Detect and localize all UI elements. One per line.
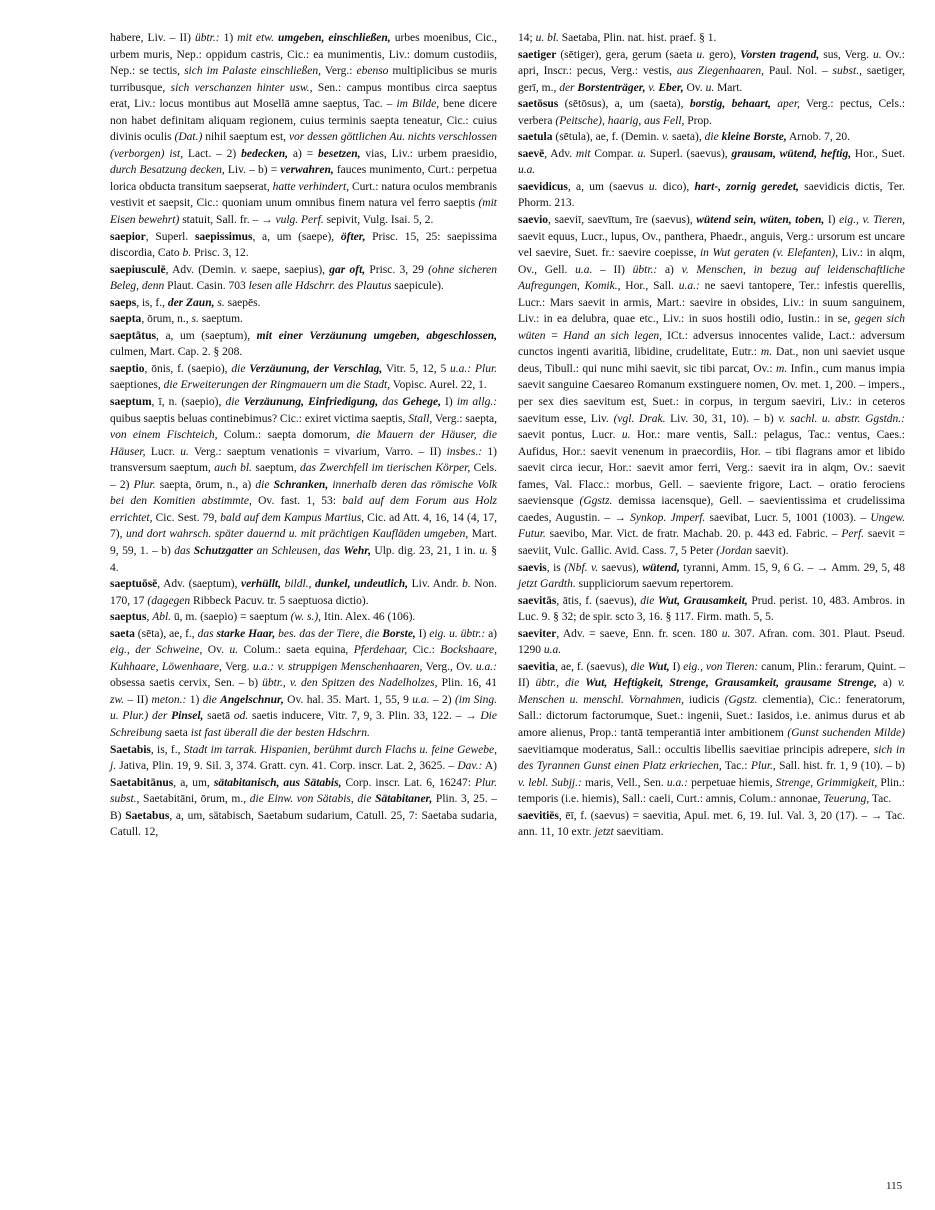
dictionary-entry: saeptātus, a, um (saeptum), mit einer Verzäunung umgeben, abgeschlossen, culmen, Mart. Cap. 2. § 208. <box>110 329 497 359</box>
dictionary-entry: saetōsus (sētōsus), a, um (saeta), borstig, behaart, aper, Verg.: pectus, Cels.: verbera (Peitsche), haarig, aus Fell, Prop. <box>518 98 906 127</box>
dictionary-entry: saeviter, Adv. = saeve, Enn. fr. scen. 180 u. 307. Afran. com. 301. Plaut. Pseud. 1290 u.a. <box>518 627 905 657</box>
dictionary-entry: Saetabis, is, f., Stadt im tarrak. Hispanien, berühmt durch Flachs u. feine Gewebe, j. Jativa, Plin. 19, 9. Sil. 3, 374. Gratt. cyn. 41. Corp. inscr. Lat. 2, 3625. – Dav.: A) Saetabitānus, a, um, sätabitanisch, aus Sätabis, Corp. inscr. Lat. 6, 16247: Plur. subst., Saetabitāni, ōrum, m., die Einw. von Sätabis, die Sätabitaner, Plin. 3, 25. – B) Saetabus, a, um, sätabisch, Saetabum sudarium, Catull. 25, 7: Saetaba sudaria, Catull. 12, <box>110 743 498 839</box>
left-column <box>110 30 497 841</box>
dictionary-entry: saeta (sēta), ae, f., das starke Haar, bes. das der Tiere, die Borste, I) eig. u. übtr.: a) eig., der Schweine, Ov. u. Colum.: saeta equina, Pferdehaar, Cic.: Bockshaare, Kuhhaare, Löwenhaare, Verg. u.a.: v. struppigen Menschenhaaren, Verg., Ov. u.a.: obsessa saetis cervix, Sen. – b) übtr., v. den Spitzen des Nadelholzes, Plin. 16, 41 zw. – II) meton.: 1) die Angelschnur, Ov. hal. 35. Mart. 1, 55, 9 u.a. – 2) (im Sing. u. Plur.) der Pinsel, saetā od. saetis inducere, Vitr. 7, 9, 3. Plin. 33, 122. – → Die Schreibung saeta ist fast überall die der besten Hdschrn. <box>110 627 498 739</box>
dictionary-entry: saepiusculē, Adv. (Demin. v. saepe, saepius), gar oft, Prisc. 3, 29 (ohne sicheren Beleg, denn Plaut. Casin. 703 lesen alle Hdschrr. des Plautus saepicule). <box>110 263 498 293</box>
dictionary-entry: saetiger (sētiger), gera, gerum (saeta u. gero), Vorsten tragend, sus, Verg. u. Ov.: apri, Inscr.: pecus, Verg.: vestis, aus Ziegenhaaren, Paul. Nol. – subst., saetiger, gerī, m., der Borstenträger, v. Eber, Ov. u. Mart. <box>518 48 905 94</box>
dictionary-entry: saeptus, Abl. ū, m. (saepio) = saeptum (w. s.), Itin. Alex. 46 (106). <box>110 611 416 624</box>
dictionary-entry: saevitia, ae, f. (saevus), die Wut, I) eig., von Tieren: canum, Plin.: ferarum, Quint. – II) übtr., die Wut, Heftigkeit, Strenge, Grausamkeit, grausame Strenge, a) v. Menschen u. menschl. Vornahmen, iudicis (Ggstz. clementia), Cic.: feneratorum, Sall.: dictorum factorumque, Suet.: ingenii, Suet.: Iasidos, i.e. animus durus et ab amore alienus, Prop.: tantā temperantiā inter ambitionem (Gunst suchenden Milde) saevitiamque moderatus, Sall.: occultis libellis saevitiae principis adrepere, sich in des Tyrannen Gunst einen Platz erkriechen, Tac.: Plur., Sall. hist. fr. 1, 9 (10). – b) v. lebl. Subjj.: maris, Vell., Sen. u.a.: perpetuae hiemis, Strenge, Grimmigkeit, Plin.: temporis (i.e. hiemis), Sall.: caeli, Curt.: amnis, Colum.: annonae, Teuerung, Tac. <box>518 660 906 806</box>
dictionary-entry: saevitās, ātis, f. (saevus), die Wut, Grausamkeit, Prud. perist. 10, 483. Ambros. in Luc. 9. § 32; de spir. scto 3, 16. § 117. Firm. math. 5, 5. <box>518 594 906 624</box>
right-column <box>518 30 905 841</box>
dictionary-entry: saevē, Adv. mit Compar. u. Superl. (saevus), grausam, wütend, heftig, Hor., Suet. u.a. <box>518 147 905 177</box>
dictionary-entry: saeptum, ī, n. (saepio), die Verzäunung, Einfriedigung, das Gehege, I) im allg.: quibus saeptis beluas continebimus? Cic.: exiret victima saeptis, Stall, Verg.: saepta, von einem Fischteich, Colum.: saepta domorum, die Mauern der Häuser, die Häuser, Lucr. u. Verg.: saeptum venationis = vivarium, Varro. – II) insbes.: 1) transversum saeptum, auch bl. saeptum, das Zwerchfell im tierischen Körper, Cels. – 2) Plur. saepta, ōrum, n., a) die Schranken, innerhalb deren das römische Volk bei den Komitien abstimmte, Ov. fast. 1, 53: bald auf dem Forum aus Holz errichtet, Cic. Sest. 79, bald auf dem Kampus Martius, Cic. ad Att. 4, 16, 14 (4, 17, 7), und dort wahrsch. später dauernd u. mit prächtigen Kaufläden umgeben, Mart. 9, 59, 1. – b) das Schutzgatter an Schleusen, das Wehr, Ulp. dig. 23, 21, 1 in. u. § 4. <box>110 396 498 574</box>
dictionary-entry: saeptuōsē, Adv. (saeptum), verhüllt, bildl., dunkel, undeutlich, Liv. Andr. b. Non. 170, 17 (dagegen Ribbeck Pacuv. tr. 5 saeptuosa dictio). <box>110 578 497 607</box>
dictionary-entry: saeps, is, f., der Zaun, s. saepēs. <box>110 296 261 309</box>
dictionary-entry: saevidicus, a, um (saevus u. dico), hart-, zornig geredet, saevidicis dictis, Ter. Phorm. 213. <box>518 180 905 210</box>
dictionary-entry: saevitiēs, ēī, f. (saevus) = saevitia, Apul. met. 6, 19. Iul. Val. 3, 20 (17). – → Tac. ann. 11, 10 extr. jetzt saevitiam. <box>518 809 905 839</box>
dictionary-entry: saevis, is (Nbf. v. saevus), wütend, tyranni, Amm. 15, 9, 6 G. – → Amm. 29, 5, 48 jetzt Gardth. suppliciorum saevum repertorem. <box>518 561 906 591</box>
dictionary-entry: saevio, saeviī, saevītum, īre (saevus), wütend sein, wüten, toben, I) eig., v. Tieren, saevit equus, Lucr., lupus, Ov., panthera, Phaedr., anguis, Verg.: ursorum est uncare vel saevire, Suet. fr.: saevire coepisse, in Wut geraten (v. Elefanten), Liv.: in alqm, Ov., Gell. u.a. – II) übtr.: a) v. Menschen, in bezug auf leidenschaftliche Aufregungen, Komik., Hor., Sall. u.a.: ne saevi tantopere, Ter.: infestis querellis, Lucr.: Mars saevit in armis, Mart.: saevire in obsides, Liv.: in suum sanguinem, Liv.: in ea delubra, quae etc., Liv.: in suos hostili odio, Iustin.: in se, gegen sich wüten = Hand an sich legen, ICt.: adversus innocentes valide, Lact.: adversum cunctos ingenti avaritiā, libidine, crudelitate, Eutr.: m. Dat., non uni saeviet usque deus, Tibull.: qui nunc mihi saevit, sic tibi parcat, Ov.: m. Infin., cum manus impia saevit sanguine Caesareo Romanum exstinguere nomen, Ov. met. 1, 200. – impers., per sex dies saevitum est, Suet.: in corpus, in tergum saeviri, Liv.: in ceteros saevitum esse, Liv. (vgl. Drak. Liv. 30, 31, 10). – b) v. sachl. u. abstr. Ggstdn.: saevit pontus, Lucr. u. Hor.: mare ventis, Sall.: pelagus, Tac.: ventus, Caes.: Aufidus, Hor.: saevit venenum in praecordiis, Hor. – tibi flagrans amor et libido saevit circa iecur, Hor.: saevit amor ferri, Verg.: saevit ira in alqm, Ov.: saevit fames, Val. Flacc.: morbus, Gell. – saeviente frigore, Lact. – oratio ferociens saeviensque (Ggstz. demissa iacensque), Gell. – saevientissima et crudelissima caedes, Augustin. – → Synkop. Jmperf. saevibat, Lucr. 5, 1001 (1003). – Ungew. Futur. saevibo, Mar. Vict. de fratr. Machab. 20. p. 443 ed. Fabric. – Perf. saevit = saeviit, Vulc. Gallic. Avid. Cass. 7, 5 Peter (Jordan saevit). <box>518 214 906 557</box>
dictionary-entry: saepior, Superl. saepissimus, a, um (saepe), öfter, Prisc. 15, 25: saepissima discordia, Cato b. Prisc. 3, 12. <box>110 230 497 260</box>
dictionary-entry: habere, Liv. – II) übtr.: 1) mit etw. umgeben, einschließen, urbes moenibus, Cic., urbem muris, Nep.: oppidum castris, Cic.: ea munimentis, Liv.: domum custodiis, Nep.: se tectis, sich im Palaste einschließen, Verg.: ebenso multiplicibus se muris turribusque, sich verschanzen hinter usw., Sen.: campus montibus circa saeptus erat, Liv.: locus montibus aut Mosellā amne saeptus, Tac. – im Bilde, bene dicere non habet definitam aliquam regionem, cuius terminis saepta teneatur, Cic.: cuius divinis oculis (Dat.) nihil saeptum est, vor dessen göttlichen Au. nichts verschlossen (verborgen) ist, Lact. – 2) bedecken, a) = besetzen, vias, Liv.: urbem praesidio, durch Besatzung decken, Liv. – b) = verwahren, fauces munimento, Curt.: perpetua lorica obducta transitum saepserat, hatte verhindert, Curt.: natura oculos membranis vestivit et saepsit, Cic.: quoniam unum omnibus finem natura vel ferro saeptis (mit Eisen bewehrt) statuit, Sall. fr. – → vulg. Perf. sepivit, Vulg. Isai. 5, 2. <box>110 32 498 227</box>
dictionary-entry: 14; u. bl. Saetaba, Plin. nat. hist. praef. § 1. <box>518 32 717 44</box>
dictionary-entry: saepta, ōrum, n., s. saeptum. <box>110 313 243 326</box>
dictionary-entry: saeptio, ōnis, f. (saepio), die Verzäunung, der Verschlag, Vitr. 5, 12, 5 u.a.: Plur. saeptiones, die Erweiterungen der Ringmauern um die Stadt, Vopisc. Aurel. 22, 1. <box>110 362 498 392</box>
dictionary-entry: saetula (sētula), ae, f. (Demin. v. saeta), die kleine Borste, Arnob. 7, 20. <box>518 131 850 144</box>
page-number: 115 <box>886 1180 903 1192</box>
